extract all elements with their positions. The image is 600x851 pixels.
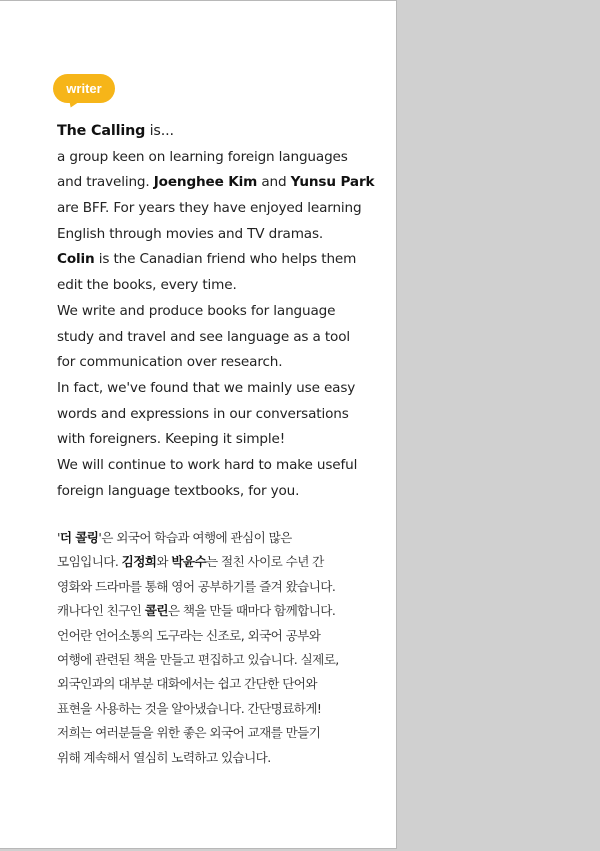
korean-line: 언어란 언어소통의 도구라는 신조로, 외국어 공부와 (57, 627, 321, 643)
english-line: and traveling. Joenghee Kim and Yunsu Park (57, 174, 375, 191)
korean-line: 위해 계속해서 열심히 노력하고 있습니다. (57, 749, 271, 765)
english-line: a group keen on learning foreign languages (57, 148, 348, 165)
english-line: are BFF. For years they have enjoyed learning (57, 200, 362, 217)
english-line: English through movies and TV dramas. (57, 225, 324, 242)
bio-heading (57, 119, 387, 145)
english-line: study and travel and see language as a tool (57, 328, 350, 345)
english-line: edit the books, every time. (57, 277, 237, 294)
korean-line: 표현을 사용하는 것을 알아냈습니다. 간단명료하게! (57, 700, 322, 716)
english-line: Colin is the Canadian friend who helps them (57, 251, 357, 268)
english-line: foreign language textbooks, for you. (57, 482, 300, 499)
english-line: with foreigners. Keeping it simple! (57, 431, 286, 448)
bold-name: Yunsu Park (290, 174, 375, 191)
korean-line: 모임입니다. 김정희와 박윤수는 절친 사이로 수년 간 (57, 554, 324, 570)
korean-line: 영화와 드라마를 통해 영어 공부하기를 즐겨 왔습니다. (57, 578, 336, 594)
background-pane (398, 0, 600, 851)
writer-badge: writer (53, 74, 115, 103)
bold-name: Colin (57, 251, 95, 268)
bold-name: 박윤수 (171, 554, 207, 570)
bold-name: 더 콜링 (59, 530, 99, 545)
korean-line: 여행에 관련된 책을 만들고 편집하고 있습니다. 실제로, (57, 651, 339, 667)
english-line: In fact, we've found that we mainly use easy (57, 379, 356, 396)
english-line: for communication over research. (57, 354, 283, 371)
english-bio (57, 119, 387, 504)
korean-line: '더 콜링'은 외국어 학습과 여행에 관심이 많은 (57, 530, 292, 545)
korean-line: 외국인과의 대부분 대화에서는 쉽고 간단한 단어와 (57, 676, 317, 692)
heading-suffix: is... (145, 123, 174, 139)
english-lines (57, 145, 387, 505)
bold-name: 김정희 (121, 554, 157, 570)
korean-bio (57, 526, 387, 770)
bold-name: Joenghee Kim (153, 174, 258, 191)
english-line: words and expressions in our conversations (57, 405, 349, 422)
korean-line: 저희는 여러분들을 위한 좋은 외국어 교재를 만들기 (57, 725, 321, 741)
group-name: The Calling (57, 123, 146, 139)
korean-lines (57, 526, 387, 770)
english-line: We will continue to work hard to make useful (57, 456, 358, 473)
bold-name: 콜린 (144, 603, 168, 619)
english-line: We write and produce books for language (57, 302, 336, 319)
korean-line: 캐나다인 친구인 콜린은 책을 만들 때마다 함께합니다. (57, 603, 336, 619)
